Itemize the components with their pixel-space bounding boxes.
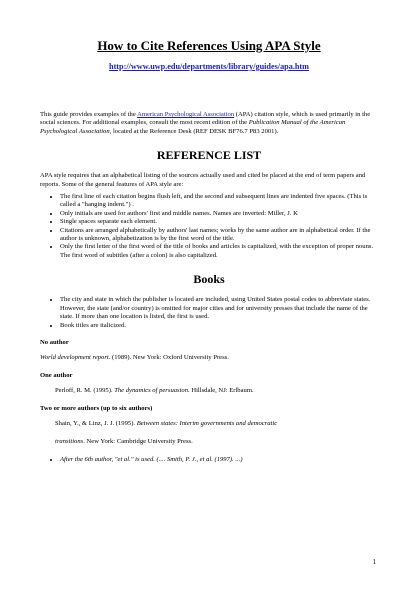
citation-rest: (1989). New York: Oxford University Press. bbox=[110, 354, 229, 362]
citation-title: The dynamics of persuasion bbox=[114, 387, 189, 395]
page-number: 1 bbox=[372, 558, 376, 566]
apa-link[interactable]: American Psychological Association bbox=[137, 111, 235, 118]
citation-rest: . New York: Cambridge University Press. bbox=[83, 438, 193, 446]
manual-title: Publication Manual of the American Psychological Association bbox=[40, 119, 346, 135]
list-item: • Citations are arranged alphabetically by authors' last names; works by the same author are in alphabetical order. If the author is unknown, alphabetization is by the first word of the title. bbox=[60, 227, 378, 244]
list-item: • The first line of each citation begins flush left, and the second and subsequent lines are indented five spaces. (This is called a "hanging indent.") . bbox=[60, 193, 378, 210]
one-author-heading: One author bbox=[40, 371, 73, 379]
one-author-citation bbox=[40, 387, 378, 395]
citation-rest: . Hillsdale, NJ: Erlbaum. bbox=[188, 387, 254, 395]
two-or-more-citation-line2 bbox=[40, 438, 378, 446]
intro-text-3: , located at the Reference Desk (REF DESK BF76.7 P83 2001). bbox=[109, 127, 279, 135]
intro-paragraph bbox=[40, 111, 378, 136]
intro-text-1: This guide provides examples of the bbox=[40, 111, 138, 118]
guide-url-link[interactable]: http://www.uwp.edu/departments/library/guides/apa.htm bbox=[109, 62, 309, 71]
books-bullets bbox=[40, 296, 378, 330]
no-author-citation bbox=[40, 354, 378, 362]
citation-title: Between states: Interim governments and democratic bbox=[136, 419, 278, 427]
reference-list-paragraph: APA style requires that an alphabetical listing of the sources actually used and cited be placed at the end of term papers and reports. Some of the general features of APA style are: bbox=[40, 172, 366, 188]
list-item: • Book titles are italicized. bbox=[60, 322, 378, 330]
no-author-heading: No author bbox=[40, 338, 69, 346]
citation-author: Perloff, R. M. (1995). bbox=[55, 387, 115, 395]
two-or-more-heading: Two or more authors (up to six authors) bbox=[40, 404, 153, 412]
citation-title: World development report. bbox=[40, 354, 111, 362]
et-al-note: After the 6th author, "et al." is used. (.... Smith, P. J., et al. (1997). ...) bbox=[60, 455, 243, 463]
list-item bbox=[60, 456, 378, 464]
list-item: • Only initials are used for authors' first and middle names. Names are inverted: Miller, J. K bbox=[60, 210, 378, 218]
document-page bbox=[40, 38, 378, 464]
citation-author: Shain, Y., & Linz, J. J. (1995). bbox=[55, 419, 137, 427]
two-or-more-bullets bbox=[40, 456, 378, 464]
page-title: How to Cite References Using APA Style bbox=[97, 38, 321, 53]
list-item: • Only the first letter of the first word of the title of books and articles is capitalized, with the exception of proper nouns. The first word of subtitles (after a colon) is also capitalized. bbox=[60, 243, 378, 260]
list-item: • The city and state in which the publisher is located are included, using United States postal codes to abbreviate states. However, the state (and/or country) is omitted for major cities and for university presses that include the name of the state. If more than one location is listed, the first is used. bbox=[60, 296, 378, 321]
list-item: • Single spaces separate each element. bbox=[60, 218, 378, 226]
citation-title: transitions bbox=[55, 438, 84, 446]
two-or-more-citation-line1 bbox=[40, 420, 378, 428]
intro-text-2: (APA) citation style, which is used primarily in the social sciences. For additional examples, consult the most recent edition of the bbox=[40, 111, 371, 127]
reference-list-heading: REFERENCE LIST bbox=[156, 148, 262, 163]
reference-list-bullets bbox=[40, 193, 378, 260]
books-heading: Books bbox=[193, 272, 225, 287]
